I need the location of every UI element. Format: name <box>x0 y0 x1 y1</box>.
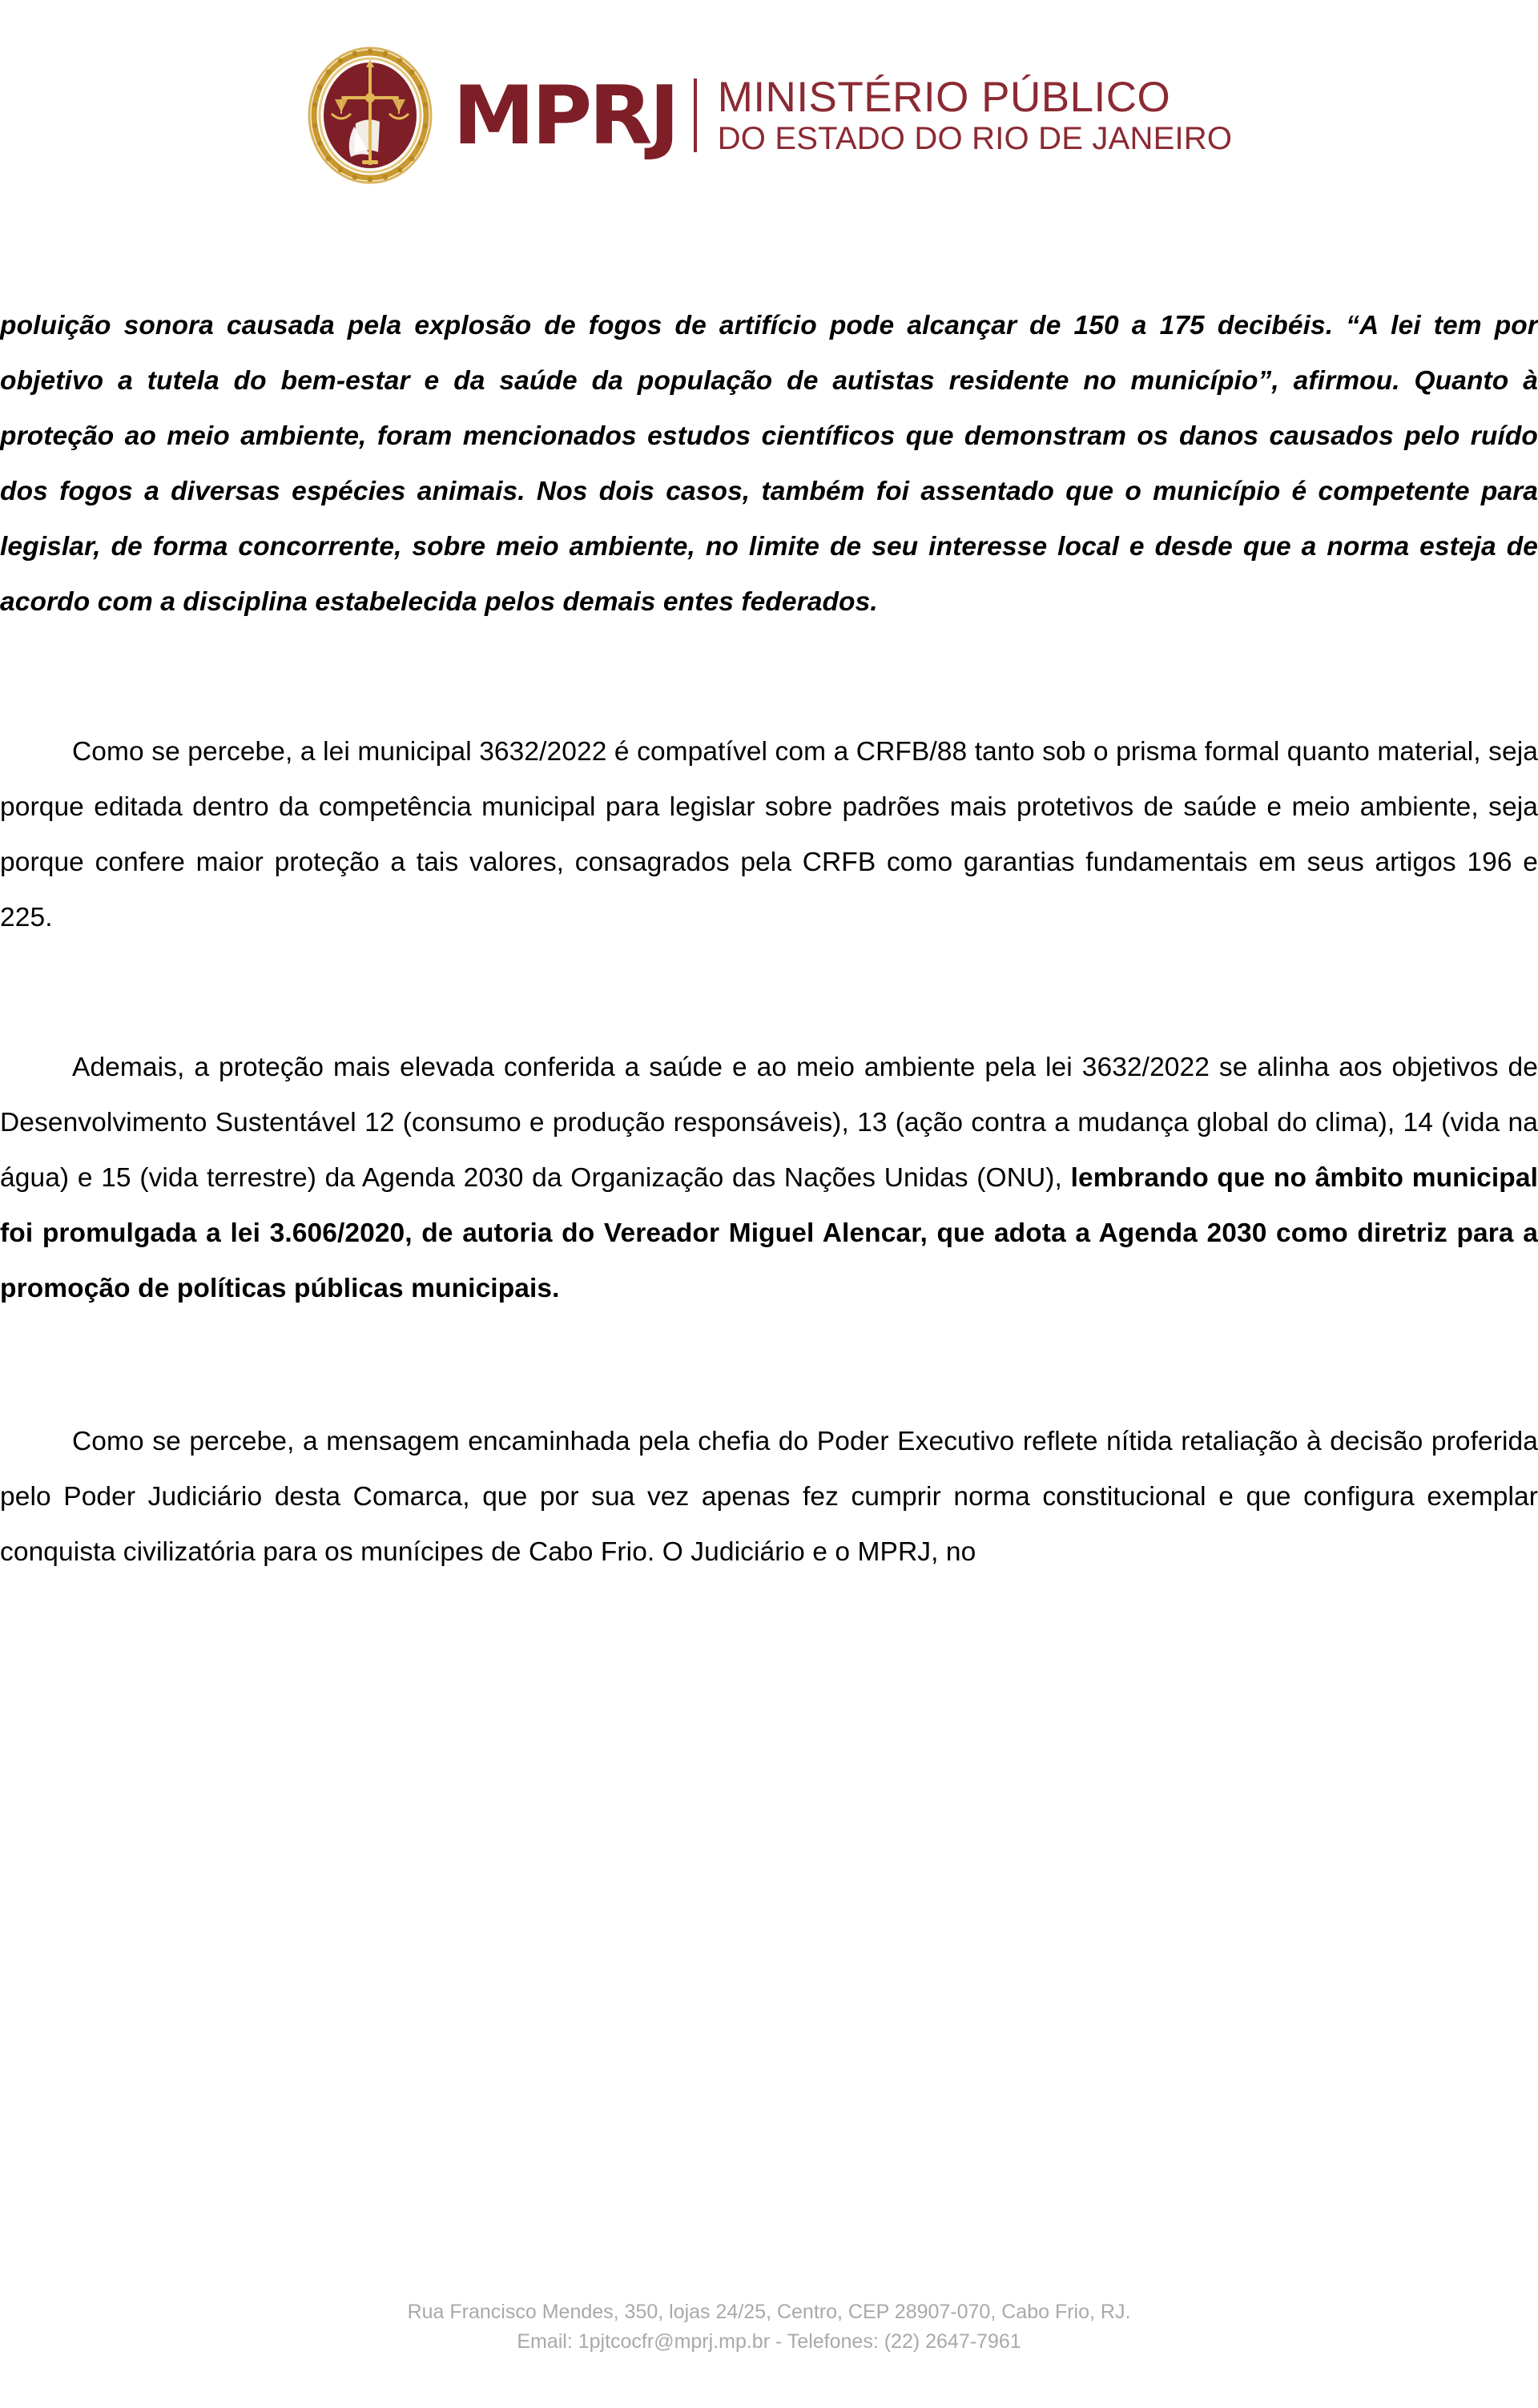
paragraph-3 <box>0 1040 1538 1316</box>
institution-line-2: DO ESTADO DO RIO DE JANEIRO <box>717 120 1233 156</box>
paragraph-spacer <box>0 1316 1538 1414</box>
mprj-seal-icon <box>306 46 434 184</box>
header-divider <box>694 79 697 152</box>
paragraph-2: Como se percebe, a lei municipal 3632/2022 é compatível com a CRFB/88 tanto sob o prisma formal quanto material, seja porque editada dentro da competência municipal para legislar sobre padrões mais protetivos de saúde e meio ambiente, seja porque confere maior proteção a tais valores, consagrados pela CRFB como garantias fundamentais em seus artigos 196 e 225. <box>0 737 1538 932</box>
header-logo-group <box>306 46 1232 184</box>
document-body <box>0 298 1538 1580</box>
institution-line-1: MINISTÉRIO PÚBLICO <box>717 73 1171 121</box>
quoted-paragraph: poluição sonora causada pela explosão de fogos de artifício pode alcançar de 150 a 175 decibéis. “A lei tem por objetivo a tutela do bem-estar e da saúde da população de autistas residente no município”, afirmou. Quanto à proteção ao meio ambiente, foram mencionados estudos científicos que demonstram os danos causados pelo ruído dos fogos a diversas espécies animais. Nos dois casos, também foi assentado que o município é competente para legislar, de forma concorrente, sobre meio ambiente, no limite de seu interesse local e desde que a norma esteja de acordo com a disciplina estabelecida pelos demais entes federados. <box>0 311 1538 617</box>
footer-address: Rua Francisco Mendes, 350, lojas 24/25, Centro, CEP 28907-070, Cabo Frio, RJ. <box>407 2301 1131 2323</box>
document-footer <box>0 2297 1538 2357</box>
paragraph-4: Como se percebe, a mensagem encaminhada pela chefia do Poder Executivo reflete nítida retaliação à decisão proferida pelo Poder Judiciário desta Comarca, que por sua vez apenas fez cumprir norma constitucional e que configura exemplar conquista civilizatória para os munícipes de Cabo Frio. O Judiciário e o MPRJ, no <box>0 1427 1538 1567</box>
institution-name <box>717 73 1233 156</box>
paragraph-spacer <box>0 945 1538 1040</box>
paragraph-3-normal-text: Ademais, a proteção mais elevada conferida a saúde e ao meio ambiente pela lei 3632/2022 se alinha aos objetivos de Desenvolvimento Sustentável 12 (consumo e produção responsáveis), 13 (ação contra a mudança global do clima), 14 (vida na água) e 15 (vida terrestre) da Agenda 2030 da Organização das Nações Unidas (ONU), <box>0 1053 1538 1193</box>
footer-contact: Email: 1pjtcocfr@mprj.mp.br - Telefones: (22) 2647-7961 <box>517 2330 1021 2353</box>
paragraph-3-bold-text: lembrando que no âmbito municipal foi promulgada a lei 3.606/2020, de autoria do Vereador Miguel Alencar, que adota a Agenda 2030 como diretriz para a promoção de políticas públicas municipais. <box>0 1163 1538 1303</box>
mprj-wordmark: MPRJ <box>453 67 677 163</box>
document-header <box>0 46 1538 184</box>
paragraph-spacer <box>0 630 1538 724</box>
